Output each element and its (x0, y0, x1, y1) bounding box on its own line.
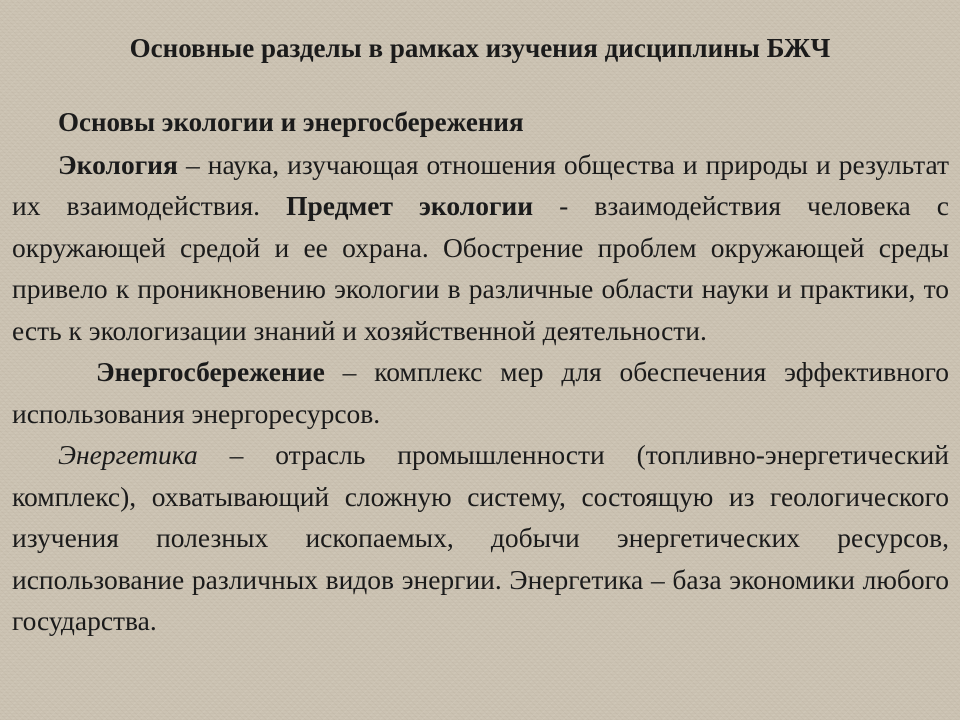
ecology-definition: – наука, изучающая отношения общества и природы и результат их взаимодействия. (12, 148, 949, 221)
slide-body (12, 102, 949, 642)
ecology-subject-definition: - взаимодействия человека с окружающей средой и ее охрана. Обострение проблем окружающей среды привело к проникновению экологии в различные области науки и практики, то есть к экологизации знаний и хозяйственной деятельности. (12, 190, 950, 346)
energy-saving-definition: – комплекс мер для обеспечения эффективного использования энергоресурсов. (12, 356, 949, 429)
energy-saving-paragraph (12, 351, 949, 434)
slide-title: Основные разделы в рамках изучения дисциплины БЖЧ (129, 33, 831, 63)
energy-saving-term: Энергосбережение (96, 356, 325, 387)
energetics-paragraph (12, 434, 949, 642)
energetics-definition: – отрасль промышленности (топливно-энергетический комплекс), охватывающий сложную систему, состоящую из геологического изучения полезных ископаемых, добычи энергетических ресурсов, использование различных видов энергии. Энергетика – база экономики любого государства. (12, 439, 949, 636)
energetics-term: Энергетика (58, 439, 198, 470)
ecology-term: Экология (58, 148, 178, 180)
ecology-paragraph (12, 144, 949, 352)
section-heading: Основы экологии и энергосбережения (58, 107, 524, 137)
ecology-subject-term: Предмет экологии (286, 190, 534, 221)
